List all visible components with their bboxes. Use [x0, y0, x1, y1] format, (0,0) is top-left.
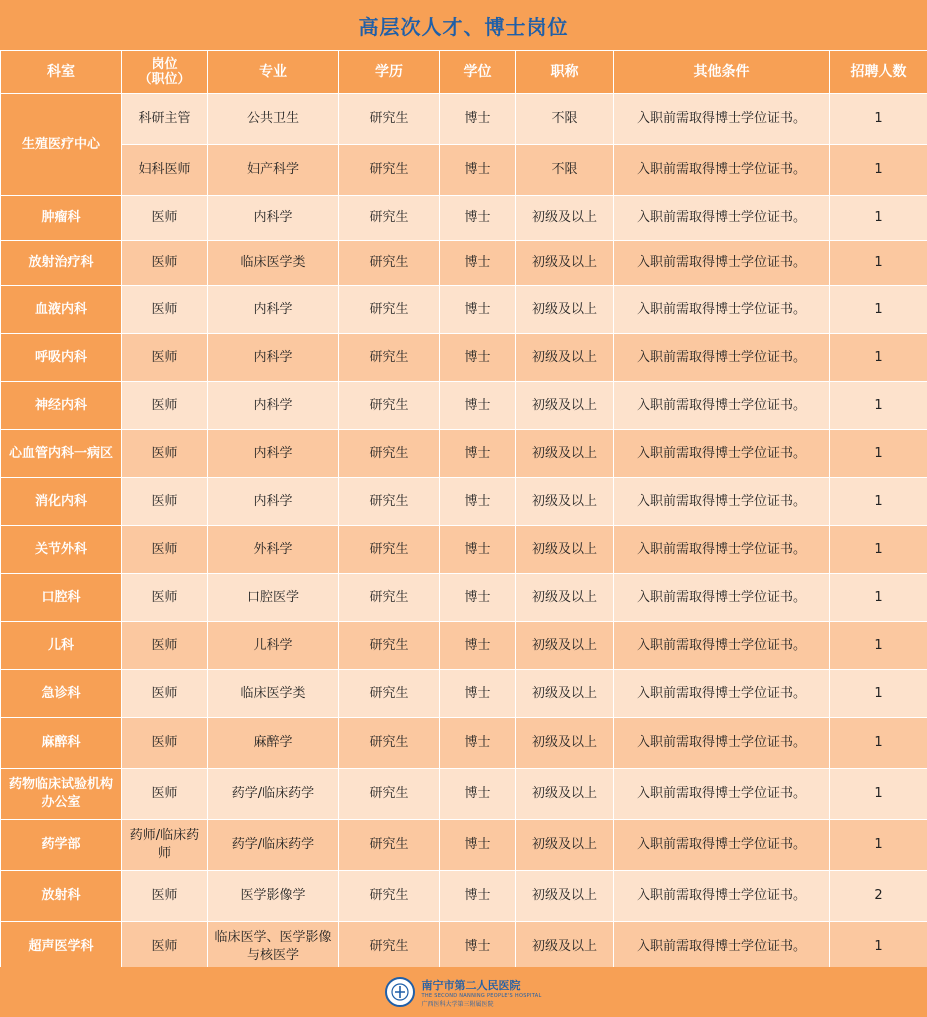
cell-education: 研究生	[339, 718, 440, 769]
cell-major: 内科学	[208, 334, 339, 382]
cell-post: 医师	[122, 574, 208, 622]
cell-dept: 血液内科	[1, 286, 122, 334]
cell-rank: 初级及以上	[516, 670, 614, 718]
cell-education: 研究生	[339, 286, 440, 334]
title-bar	[0, 0, 927, 51]
cell-count: 1	[830, 574, 927, 622]
cell-degree: 博士	[440, 334, 516, 382]
table-row	[1, 94, 927, 145]
cell-other: 入职前需取得博士学位证书。	[614, 718, 830, 769]
cell-rank: 不限	[516, 145, 614, 196]
cell-education: 研究生	[339, 871, 440, 922]
cell-rank: 初级及以上	[516, 382, 614, 430]
cell-education: 研究生	[339, 670, 440, 718]
cell-other: 入职前需取得博士学位证书。	[614, 574, 830, 622]
header-other: 其他条件	[614, 51, 830, 94]
cell-count: 1	[830, 526, 927, 574]
header-post	[122, 51, 208, 94]
cell-degree: 博士	[440, 196, 516, 241]
cell-post: 医师	[122, 922, 208, 973]
table-row	[1, 574, 927, 622]
cell-post: 医师	[122, 430, 208, 478]
cell-major: 药学/临床药学	[208, 769, 339, 820]
cell-post: 医师	[122, 478, 208, 526]
cell-degree: 博士	[440, 769, 516, 820]
cell-education: 研究生	[339, 334, 440, 382]
cell-education: 研究生	[339, 526, 440, 574]
cell-post: 医师	[122, 196, 208, 241]
cell-dept: 呼吸内科	[1, 334, 122, 382]
cell-post: 医师	[122, 334, 208, 382]
cell-dept: 生殖医疗中心	[1, 94, 122, 196]
page-title: 高层次人才、博士岗位	[358, 14, 569, 39]
footer-bar	[0, 967, 927, 1017]
table-row	[1, 430, 927, 478]
cell-education: 研究生	[339, 241, 440, 286]
table-row	[1, 382, 927, 430]
header-rank: 职称	[516, 51, 614, 94]
cell-degree: 博士	[440, 145, 516, 196]
cell-rank: 不限	[516, 94, 614, 145]
cell-post: 医师	[122, 622, 208, 670]
cell-post: 医师	[122, 382, 208, 430]
cell-rank: 初级及以上	[516, 196, 614, 241]
cell-major: 口腔医学	[208, 574, 339, 622]
cell-degree: 博士	[440, 286, 516, 334]
cell-dept: 药学部	[1, 820, 122, 871]
cell-major: 内科学	[208, 478, 339, 526]
cell-major: 医学影像学	[208, 871, 339, 922]
cell-rank: 初级及以上	[516, 718, 614, 769]
header-post-line1: 岗位	[151, 57, 178, 72]
hospital-logo	[385, 977, 541, 1008]
cell-rank: 初级及以上	[516, 871, 614, 922]
cell-major: 外科学	[208, 526, 339, 574]
header-count: 招聘人数	[830, 51, 927, 94]
cell-major: 药学/临床药学	[208, 820, 339, 871]
cell-count: 1	[830, 718, 927, 769]
cell-dept: 口腔科	[1, 574, 122, 622]
cell-other: 入职前需取得博士学位证书。	[614, 382, 830, 430]
cell-rank: 初级及以上	[516, 334, 614, 382]
cell-rank: 初级及以上	[516, 820, 614, 871]
logo-name-en: THE SECOND NANNING PEOPLE'S HOSPITAL	[421, 992, 542, 999]
table-row	[1, 334, 927, 382]
table-body	[1, 94, 927, 973]
cell-rank: 初级及以上	[516, 622, 614, 670]
cell-education: 研究生	[339, 145, 440, 196]
cell-other: 入职前需取得博士学位证书。	[614, 94, 830, 145]
table-header-row	[1, 51, 927, 94]
cell-other: 入职前需取得博士学位证书。	[614, 430, 830, 478]
cell-education: 研究生	[339, 196, 440, 241]
cell-count: 1	[830, 922, 927, 973]
cell-rank: 初级及以上	[516, 478, 614, 526]
header-degree: 学位	[440, 51, 516, 94]
cell-other: 入职前需取得博士学位证书。	[614, 622, 830, 670]
cell-education: 研究生	[339, 622, 440, 670]
cell-major: 妇产科学	[208, 145, 339, 196]
cell-major: 临床医学类	[208, 670, 339, 718]
cell-education: 研究生	[339, 820, 440, 871]
cell-dept: 急诊科	[1, 670, 122, 718]
cell-count: 1	[830, 334, 927, 382]
cell-rank: 初级及以上	[516, 241, 614, 286]
cell-count: 1	[830, 286, 927, 334]
table-row	[1, 241, 927, 286]
cell-other: 入职前需取得博士学位证书。	[614, 478, 830, 526]
cell-rank: 初级及以上	[516, 526, 614, 574]
cell-count: 1	[830, 622, 927, 670]
positions-table	[0, 50, 927, 973]
header-post-line2: （职位）	[138, 72, 191, 87]
cell-degree: 博士	[440, 922, 516, 973]
cell-degree: 博士	[440, 871, 516, 922]
cell-dept: 儿科	[1, 622, 122, 670]
table-row	[1, 871, 927, 922]
cell-post: 妇科医师	[122, 145, 208, 196]
table-row	[1, 478, 927, 526]
cell-post: 医师	[122, 241, 208, 286]
cell-other: 入职前需取得博士学位证书。	[614, 526, 830, 574]
cell-rank: 初级及以上	[516, 922, 614, 973]
table-row	[1, 718, 927, 769]
table-row	[1, 196, 927, 241]
cell-other: 入职前需取得博士学位证书。	[614, 871, 830, 922]
cell-degree: 博士	[440, 382, 516, 430]
cell-other: 入职前需取得博士学位证书。	[614, 145, 830, 196]
header-major: 专业	[208, 51, 339, 94]
cell-degree: 博士	[440, 430, 516, 478]
hospital-emblem-icon	[385, 977, 415, 1007]
cell-degree: 博士	[440, 241, 516, 286]
cell-major: 麻醉学	[208, 718, 339, 769]
cell-rank: 初级及以上	[516, 430, 614, 478]
cell-major: 儿科学	[208, 622, 339, 670]
cell-count: 1	[830, 145, 927, 196]
cell-count: 1	[830, 94, 927, 145]
cell-dept: 放射治疗科	[1, 241, 122, 286]
cell-post: 医师	[122, 769, 208, 820]
cell-dept: 放射科	[1, 871, 122, 922]
cell-major: 内科学	[208, 286, 339, 334]
cell-dept: 心血管内科一病区	[1, 430, 122, 478]
cell-major: 内科学	[208, 430, 339, 478]
cell-degree: 博士	[440, 670, 516, 718]
table-row	[1, 922, 927, 973]
header-education: 学历	[339, 51, 440, 94]
cell-degree: 博士	[440, 574, 516, 622]
cell-other: 入职前需取得博士学位证书。	[614, 286, 830, 334]
table-row	[1, 670, 927, 718]
logo-name-cn: 南宁市第二人民医院	[421, 978, 521, 992]
cell-dept: 关节外科	[1, 526, 122, 574]
cell-count: 1	[830, 241, 927, 286]
cell-dept: 肿瘤科	[1, 196, 122, 241]
cell-degree: 博士	[440, 94, 516, 145]
cell-dept: 麻醉科	[1, 718, 122, 769]
cell-dept: 消化内科	[1, 478, 122, 526]
cell-degree: 博士	[440, 820, 516, 871]
cell-dept: 超声医学科	[1, 922, 122, 973]
cell-education: 研究生	[339, 478, 440, 526]
cell-education: 研究生	[339, 430, 440, 478]
cell-education: 研究生	[339, 382, 440, 430]
cell-degree: 博士	[440, 526, 516, 574]
cell-degree: 博士	[440, 622, 516, 670]
cell-education: 研究生	[339, 769, 440, 820]
table-row	[1, 820, 927, 871]
cell-education: 研究生	[339, 574, 440, 622]
cell-other: 入职前需取得博士学位证书。	[614, 334, 830, 382]
cell-post: 医师	[122, 286, 208, 334]
cell-degree: 博士	[440, 718, 516, 769]
table-row	[1, 286, 927, 334]
cell-post: 医师	[122, 718, 208, 769]
cell-rank: 初级及以上	[516, 574, 614, 622]
cell-count: 1	[830, 769, 927, 820]
cell-education: 研究生	[339, 922, 440, 973]
cell-major: 内科学	[208, 196, 339, 241]
table-row	[1, 769, 927, 820]
cell-rank: 初级及以上	[516, 286, 614, 334]
cell-count: 1	[830, 478, 927, 526]
cell-other: 入职前需取得博士学位证书。	[614, 241, 830, 286]
cell-dept: 药物临床试验机构办公室	[1, 769, 122, 820]
cell-other: 入职前需取得博士学位证书。	[614, 670, 830, 718]
cell-post: 药师/临床药师	[122, 820, 208, 871]
cell-major: 临床医学类	[208, 241, 339, 286]
cell-other: 入职前需取得博士学位证书。	[614, 196, 830, 241]
header-dept: 科室	[1, 51, 122, 94]
cell-count: 1	[830, 382, 927, 430]
cell-post: 医师	[122, 526, 208, 574]
cell-post: 科研主管	[122, 94, 208, 145]
cell-post: 医师	[122, 670, 208, 718]
cell-education: 研究生	[339, 94, 440, 145]
cell-count: 2	[830, 871, 927, 922]
table-row	[1, 526, 927, 574]
cell-major: 公共卫生	[208, 94, 339, 145]
cell-other: 入职前需取得博士学位证书。	[614, 820, 830, 871]
cell-major: 内科学	[208, 382, 339, 430]
cell-dept: 神经内科	[1, 382, 122, 430]
cell-count: 1	[830, 820, 927, 871]
cell-other: 入职前需取得博士学位证书。	[614, 769, 830, 820]
logo-subtitle: 广西医科大学第三附属医院	[421, 1000, 494, 1008]
cell-post: 医师	[122, 871, 208, 922]
cell-rank: 初级及以上	[516, 769, 614, 820]
table-row	[1, 622, 927, 670]
cell-count: 1	[830, 196, 927, 241]
cell-major: 临床医学、医学影像与核医学	[208, 922, 339, 973]
cell-other: 入职前需取得博士学位证书。	[614, 922, 830, 973]
cell-degree: 博士	[440, 478, 516, 526]
cell-count: 1	[830, 430, 927, 478]
table-row	[1, 145, 927, 196]
cell-count: 1	[830, 670, 927, 718]
